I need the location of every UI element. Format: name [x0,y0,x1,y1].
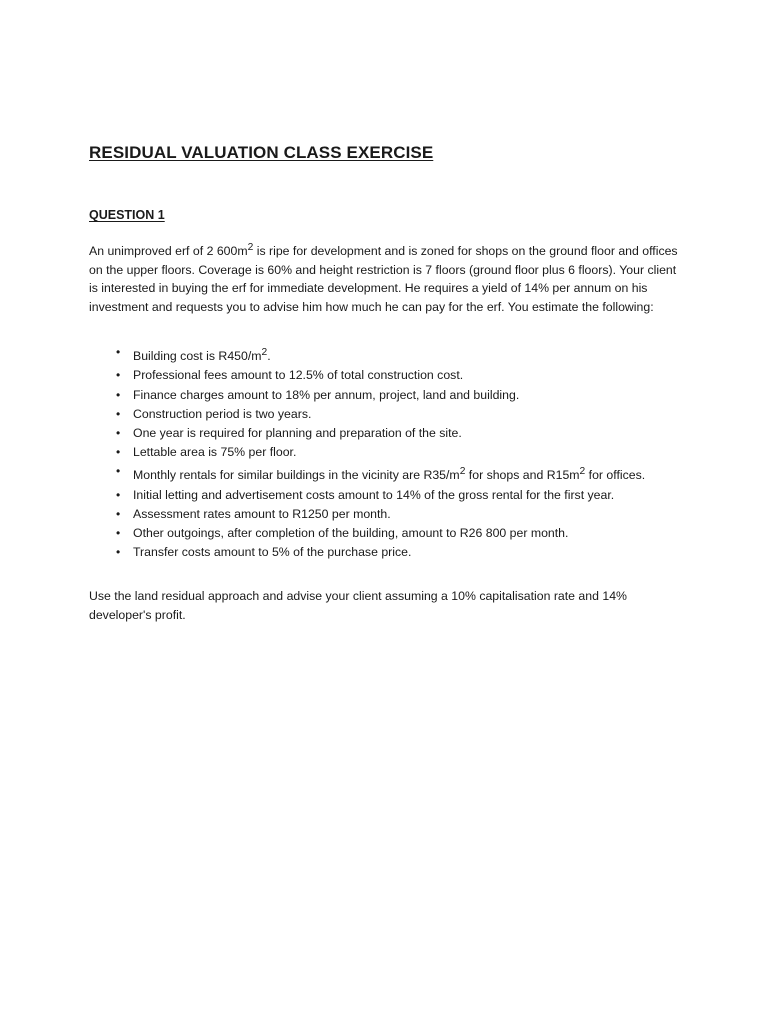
intro-text-start: An unimproved erf of 2 600m [89,244,248,259]
list-item-superscript: 2 [261,347,268,358]
list-item [89,543,689,562]
closing-paragraph: Use the land residual approach and advise your client assuming a 10% capitalisation rate and 14% developer's profit. [89,589,627,622]
intro-superscript: 2 [247,242,254,253]
list-item-text: Professional fees amount to 12.5% of total construction cost. [133,368,464,383]
bullet-icon: • [116,406,121,421]
bullet-icon: • [116,445,121,460]
list-item-text: Transfer costs amount to 5% of the purchase price. [133,545,412,560]
bullet-icon: • [116,387,121,402]
list-item [89,366,689,385]
assumptions-list [89,343,689,562]
bullet-icon: • [116,425,121,440]
bullet-icon: • [116,526,121,541]
list-item-text-cont: for offices. [585,468,646,483]
list-item [89,505,689,524]
list-item [89,405,689,424]
document-title: RESIDUAL VALUATION CLASS EXERCISE [89,143,434,162]
list-item-text: Other outgoings, after completion of the building, amount to R26 800 per month. [133,526,569,541]
bullet-icon: • [116,487,121,502]
question-heading: QUESTION 1 [89,208,165,222]
list-item [89,443,689,462]
list-item [89,424,689,443]
list-item-text-cont: for shops and R15m [465,468,580,483]
list-item-text: Finance charges amount to 18% per annum, project, land and building. [133,387,520,402]
bullet-icon: • [116,506,121,521]
bullet-icon: • [116,545,121,560]
list-item-text: Lettable area is 75% per floor. [133,445,297,460]
list-item-text: Monthly rentals for similar buildings in the vicinity are R35/m [133,468,460,483]
list-item-superscript: 2 [579,466,586,478]
list-item [89,462,689,485]
list-item-text-cont: . [267,349,271,364]
intro-text-rest: is ripe for development and is zoned for shops on the ground floor and offices on the upper floors. Coverage is 60% and height restriction is 7 floors (ground floor plus 6 floors). Your client is interested in buying the erf for immediate development. He requires a yield of 14% per annum on his investment and requests you to advise him how much he can pay for the erf. You estimate the following: [89,244,678,314]
list-item [89,343,689,366]
list-item [89,486,689,505]
list-item-superscript: 2 [459,466,466,478]
list-item-text: One year is required for planning and preparation of the site. [133,425,462,440]
list-item [89,386,689,405]
list-item-text: Assessment rates amount to R1250 per month. [133,506,391,521]
list-item [89,524,689,543]
bullet-icon: • [116,464,121,479]
bullet-icon: • [116,345,121,359]
list-item-text: Initial letting and advertisement costs amount to 14% of the gross rental for the first year. [133,487,615,502]
list-item-text: Building cost is R450/m [133,349,262,364]
bullet-icon: • [116,368,121,383]
list-item-text: Construction period is two years. [133,406,312,421]
question-intro-paragraph [89,239,679,316]
